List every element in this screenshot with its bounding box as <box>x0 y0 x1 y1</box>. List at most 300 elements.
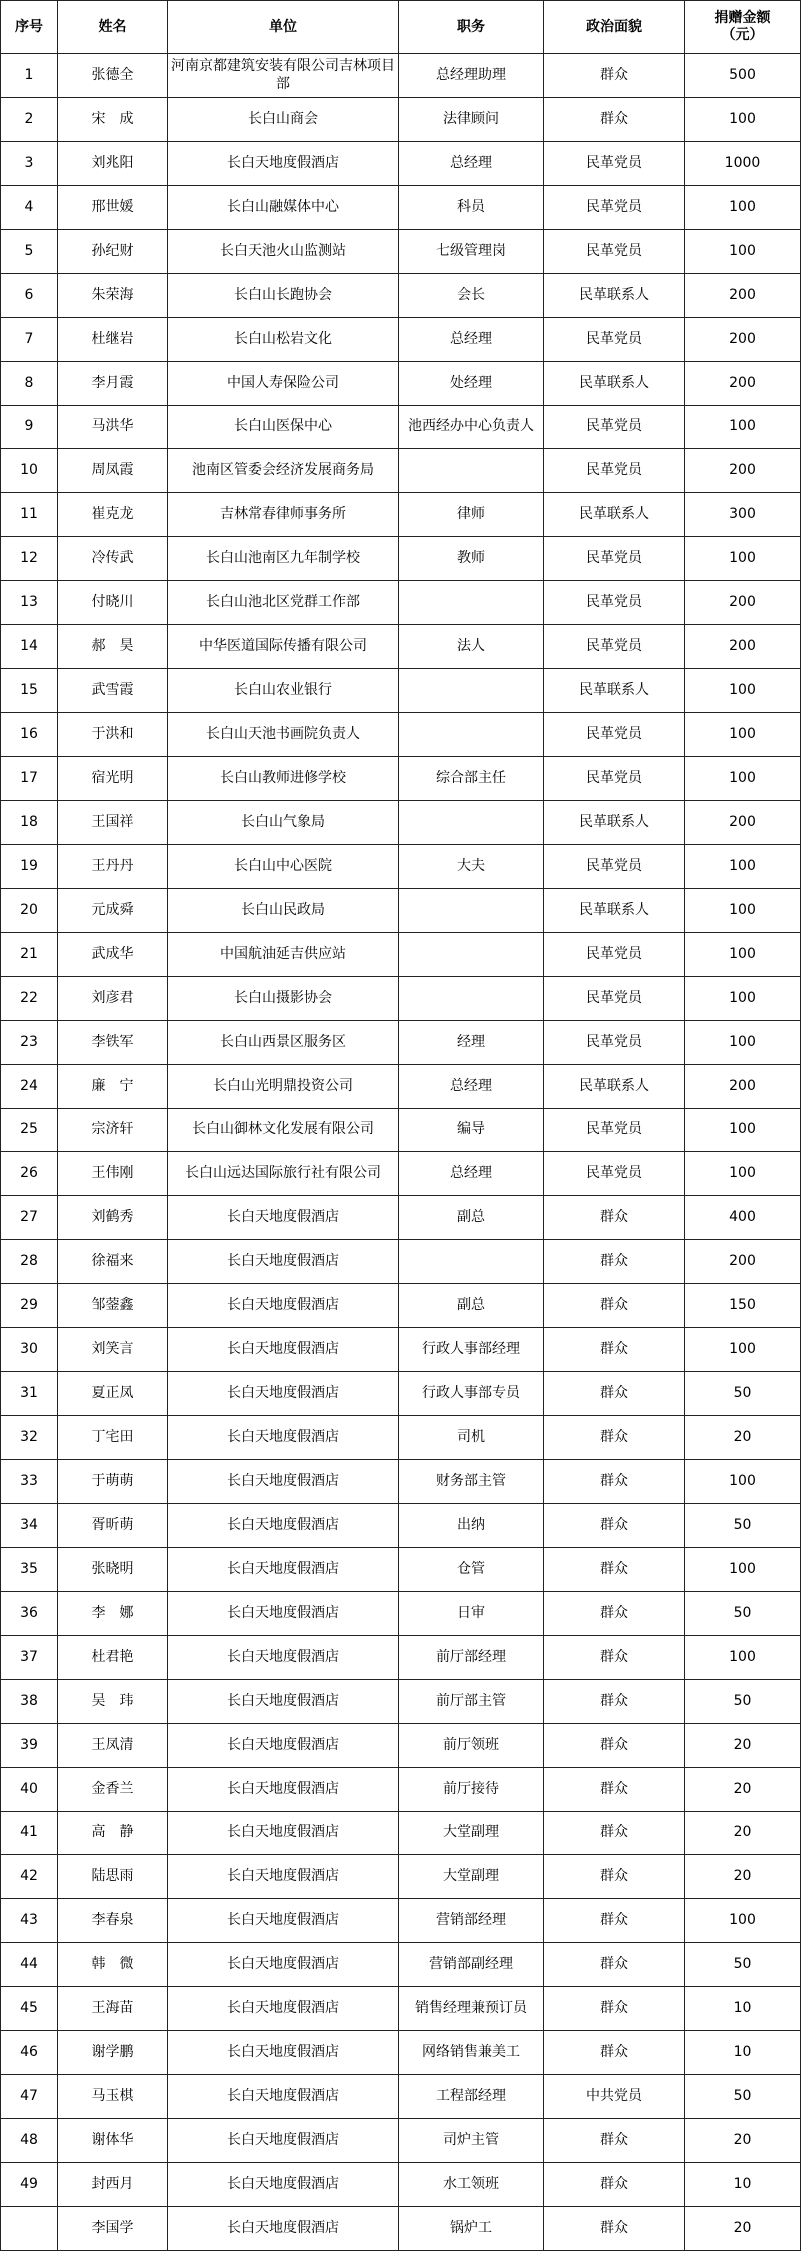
cell-organization: 长白天地度假酒店 <box>168 1943 399 1987</box>
table-row <box>1 2119 801 2163</box>
cell-name: 王国祥 <box>58 800 168 844</box>
cell-organization: 长白山农业银行 <box>168 669 399 713</box>
cell-name: 陆思雨 <box>58 1855 168 1899</box>
cell-position <box>399 449 544 493</box>
cell-index: 46 <box>1 2031 58 2075</box>
cell-name: 孙纪财 <box>58 229 168 273</box>
cell-index: 9 <box>1 405 58 449</box>
cell-political-status: 群众 <box>544 1987 685 2031</box>
cell-name: 高 静 <box>58 1811 168 1855</box>
cell-index: 1 <box>1 54 58 98</box>
table-row <box>1 1328 801 1372</box>
cell-political-status: 民革党员 <box>544 757 685 801</box>
cell-amount: 200 <box>685 273 801 317</box>
cell-organization: 长白天地度假酒店 <box>168 1679 399 1723</box>
cell-index: 15 <box>1 669 58 713</box>
cell-name: 王海苗 <box>58 1987 168 2031</box>
cell-organization: 长白山商会 <box>168 97 399 141</box>
cell-organization: 长白天地度假酒店 <box>168 1635 399 1679</box>
cell-index: 12 <box>1 537 58 581</box>
cell-organization: 长白天地度假酒店 <box>168 1987 399 2031</box>
cell-political-status: 群众 <box>544 54 685 98</box>
cell-organization: 长白山光明鼎投资公司 <box>168 1064 399 1108</box>
cell-position: 七级管理岗 <box>399 229 544 273</box>
cell-name: 胥昕萌 <box>58 1503 168 1547</box>
cell-organization: 中华医道国际传播有限公司 <box>168 625 399 669</box>
table-row <box>1 844 801 888</box>
cell-organization: 长白天地度假酒店 <box>168 1372 399 1416</box>
cell-name: 封西月 <box>58 2163 168 2207</box>
cell-political-status: 民革党员 <box>544 976 685 1020</box>
cell-name: 武雪霞 <box>58 669 168 713</box>
cell-index: 22 <box>1 976 58 1020</box>
cell-organization: 吉林常春律师事务所 <box>168 493 399 537</box>
table-row <box>1 317 801 361</box>
cell-political-status: 民革联系人 <box>544 669 685 713</box>
cell-index: 5 <box>1 229 58 273</box>
cell-amount: 200 <box>685 581 801 625</box>
cell-political-status: 群众 <box>544 1416 685 1460</box>
cell-political-status: 民革党员 <box>544 844 685 888</box>
cell-index: 41 <box>1 1811 58 1855</box>
cell-name: 李国学 <box>58 2206 168 2250</box>
cell-amount: 50 <box>685 2075 801 2119</box>
cell-index: 24 <box>1 1064 58 1108</box>
cell-name: 郝 昊 <box>58 625 168 669</box>
cell-position: 司机 <box>399 1416 544 1460</box>
cell-amount: 300 <box>685 493 801 537</box>
cell-amount: 20 <box>685 2119 801 2163</box>
cell-name: 崔克龙 <box>58 493 168 537</box>
header-cell-position: 职务 <box>399 1 544 54</box>
cell-amount: 50 <box>685 1591 801 1635</box>
cell-index: 25 <box>1 1108 58 1152</box>
cell-index: 49 <box>1 2163 58 2207</box>
cell-name: 廉 宁 <box>58 1064 168 1108</box>
table-row <box>1 800 801 844</box>
cell-amount: 100 <box>685 229 801 273</box>
cell-political-status: 群众 <box>544 1503 685 1547</box>
cell-amount: 100 <box>685 1152 801 1196</box>
cell-index: 18 <box>1 800 58 844</box>
cell-name: 刘兆阳 <box>58 141 168 185</box>
cell-index: 13 <box>1 581 58 625</box>
cell-position: 法人 <box>399 625 544 669</box>
cell-organization: 中国人寿保险公司 <box>168 361 399 405</box>
cell-political-status: 中共党员 <box>544 2075 685 2119</box>
cell-organization: 长白天地度假酒店 <box>168 1240 399 1284</box>
table-row <box>1 1855 801 1899</box>
cell-index: 16 <box>1 713 58 757</box>
table-row <box>1 1020 801 1064</box>
cell-organization: 长白天地度假酒店 <box>168 1723 399 1767</box>
cell-political-status: 群众 <box>544 1284 685 1328</box>
cell-political-status: 民革党员 <box>544 1020 685 1064</box>
table-row <box>1 757 801 801</box>
cell-amount: 200 <box>685 449 801 493</box>
cell-position: 前厅部主管 <box>399 1679 544 1723</box>
cell-amount: 10 <box>685 2031 801 2075</box>
cell-political-status: 民革联系人 <box>544 888 685 932</box>
cell-name: 宋 成 <box>58 97 168 141</box>
table-row <box>1 1767 801 1811</box>
cell-index: 36 <box>1 1591 58 1635</box>
table-row <box>1 1635 801 1679</box>
cell-amount: 200 <box>685 1240 801 1284</box>
cell-position: 经理 <box>399 1020 544 1064</box>
cell-organization: 长白天地度假酒店 <box>168 1855 399 1899</box>
table-row <box>1 625 801 669</box>
cell-political-status: 民革党员 <box>544 449 685 493</box>
cell-name: 马玉棋 <box>58 2075 168 2119</box>
table-row <box>1 1899 801 1943</box>
table-row <box>1 2206 801 2250</box>
cell-index: 4 <box>1 185 58 229</box>
cell-political-status: 民革党员 <box>544 625 685 669</box>
cell-position: 司炉主管 <box>399 2119 544 2163</box>
cell-index: 7 <box>1 317 58 361</box>
cell-political-status: 群众 <box>544 1328 685 1372</box>
cell-amount: 100 <box>685 97 801 141</box>
cell-position: 副总 <box>399 1196 544 1240</box>
cell-name: 宗济轩 <box>58 1108 168 1152</box>
cell-index: 2 <box>1 97 58 141</box>
cell-organization: 长白天地度假酒店 <box>168 1460 399 1504</box>
cell-name: 李 娜 <box>58 1591 168 1635</box>
table-row <box>1 1679 801 1723</box>
cell-index: 14 <box>1 625 58 669</box>
cell-organization: 长白天地度假酒店 <box>168 1284 399 1328</box>
cell-name: 谢学鹏 <box>58 2031 168 2075</box>
header-cell-name: 姓名 <box>58 1 168 54</box>
cell-name: 邹蓥鑫 <box>58 1284 168 1328</box>
cell-organization: 长白山长跑协会 <box>168 273 399 317</box>
cell-name: 付晓川 <box>58 581 168 625</box>
cell-index: 11 <box>1 493 58 537</box>
cell-amount: 200 <box>685 625 801 669</box>
table-row <box>1 1064 801 1108</box>
cell-index: 17 <box>1 757 58 801</box>
cell-position: 总经理 <box>399 1064 544 1108</box>
cell-amount: 20 <box>685 1723 801 1767</box>
cell-position: 律师 <box>399 493 544 537</box>
cell-index: 37 <box>1 1635 58 1679</box>
cell-position: 池西经办中心负责人 <box>399 405 544 449</box>
cell-political-status: 民革党员 <box>544 1152 685 1196</box>
cell-political-status: 群众 <box>544 1899 685 1943</box>
cell-organization: 长白山摄影协会 <box>168 976 399 1020</box>
cell-name: 夏正凤 <box>58 1372 168 1416</box>
table-row <box>1 1547 801 1591</box>
cell-name: 邢世媛 <box>58 185 168 229</box>
cell-political-status: 民革党员 <box>544 229 685 273</box>
cell-organization: 长白天地度假酒店 <box>168 1767 399 1811</box>
cell-amount: 20 <box>685 1855 801 1899</box>
table-row <box>1 2031 801 2075</box>
header-row <box>1 1 801 54</box>
table-row <box>1 54 801 98</box>
table-row <box>1 1591 801 1635</box>
table-row <box>1 229 801 273</box>
cell-position: 科员 <box>399 185 544 229</box>
cell-organization: 长白天地度假酒店 <box>168 141 399 185</box>
cell-index: 34 <box>1 1503 58 1547</box>
cell-amount: 150 <box>685 1284 801 1328</box>
cell-organization: 长白天地度假酒店 <box>168 1328 399 1372</box>
cell-organization: 长白天地度假酒店 <box>168 1196 399 1240</box>
cell-organization: 长白山池南区九年制学校 <box>168 537 399 581</box>
table-row <box>1 361 801 405</box>
cell-organization: 长白山西景区服务区 <box>168 1020 399 1064</box>
cell-name: 王伟刚 <box>58 1152 168 1196</box>
cell-index: 42 <box>1 1855 58 1899</box>
cell-position <box>399 669 544 713</box>
cell-political-status: 民革党员 <box>544 141 685 185</box>
cell-amount: 100 <box>685 1108 801 1152</box>
cell-political-status: 群众 <box>544 2031 685 2075</box>
cell-position: 日审 <box>399 1591 544 1635</box>
cell-organization: 长白天地度假酒店 <box>168 1503 399 1547</box>
cell-organization: 中国航油延吉供应站 <box>168 932 399 976</box>
cell-amount: 100 <box>685 1460 801 1504</box>
cell-name: 金香兰 <box>58 1767 168 1811</box>
cell-position: 出纳 <box>399 1503 544 1547</box>
cell-name: 王凤清 <box>58 1723 168 1767</box>
cell-position: 工程部经理 <box>399 2075 544 2119</box>
cell-position: 大堂副理 <box>399 1811 544 1855</box>
cell-organization: 长白山医保中心 <box>168 405 399 449</box>
cell-political-status: 群众 <box>544 1372 685 1416</box>
cell-amount: 200 <box>685 361 801 405</box>
cell-amount: 100 <box>685 185 801 229</box>
table-row <box>1 273 801 317</box>
cell-name: 吴 玮 <box>58 1679 168 1723</box>
cell-position: 综合部主任 <box>399 757 544 801</box>
cell-index: 6 <box>1 273 58 317</box>
cell-name: 张德全 <box>58 54 168 98</box>
cell-position: 水工领班 <box>399 2163 544 2207</box>
cell-index: 31 <box>1 1372 58 1416</box>
cell-political-status: 群众 <box>544 2119 685 2163</box>
cell-index: 30 <box>1 1328 58 1372</box>
header-cell-organization: 单位 <box>168 1 399 54</box>
cell-index: 27 <box>1 1196 58 1240</box>
cell-political-status: 民革联系人 <box>544 1064 685 1108</box>
cell-index: 29 <box>1 1284 58 1328</box>
cell-name: 冷传武 <box>58 537 168 581</box>
cell-amount: 100 <box>685 757 801 801</box>
cell-political-status: 民革党员 <box>544 713 685 757</box>
cell-organization: 河南京都建筑安装有限公司吉林项目部 <box>168 54 399 98</box>
header-cell-political-status: 政治面貌 <box>544 1 685 54</box>
cell-index: 28 <box>1 1240 58 1284</box>
cell-index: 19 <box>1 844 58 888</box>
table-row <box>1 405 801 449</box>
cell-organization: 长白天池火山监测站 <box>168 229 399 273</box>
cell-name: 王丹丹 <box>58 844 168 888</box>
cell-name: 朱荣海 <box>58 273 168 317</box>
cell-organization: 长白天地度假酒店 <box>168 2163 399 2207</box>
cell-amount: 200 <box>685 1064 801 1108</box>
cell-name: 李月霞 <box>58 361 168 405</box>
cell-position: 前厅接待 <box>399 1767 544 1811</box>
cell-political-status: 民革党员 <box>544 932 685 976</box>
cell-political-status: 群众 <box>544 2206 685 2250</box>
cell-political-status: 民革党员 <box>544 317 685 361</box>
table-row <box>1 1460 801 1504</box>
cell-amount: 100 <box>685 537 801 581</box>
cell-index: 40 <box>1 1767 58 1811</box>
cell-position: 前厅领班 <box>399 1723 544 1767</box>
cell-amount: 10 <box>685 1987 801 2031</box>
cell-political-status: 群众 <box>544 1635 685 1679</box>
cell-political-status: 民革党员 <box>544 537 685 581</box>
table-row <box>1 1503 801 1547</box>
cell-position: 前厅部经理 <box>399 1635 544 1679</box>
cell-name: 于洪和 <box>58 713 168 757</box>
cell-index: 20 <box>1 888 58 932</box>
cell-position: 仓管 <box>399 1547 544 1591</box>
table-row <box>1 932 801 976</box>
cell-name: 于萌萌 <box>58 1460 168 1504</box>
cell-name: 刘鹤秀 <box>58 1196 168 1240</box>
cell-index: 32 <box>1 1416 58 1460</box>
cell-organization: 长白山民政局 <box>168 888 399 932</box>
cell-political-status: 民革党员 <box>544 581 685 625</box>
cell-name: 李铁军 <box>58 1020 168 1064</box>
cell-index: 47 <box>1 2075 58 2119</box>
cell-political-status: 群众 <box>544 1591 685 1635</box>
table-row <box>1 449 801 493</box>
cell-organization: 长白天地度假酒店 <box>168 1547 399 1591</box>
cell-amount: 100 <box>685 888 801 932</box>
cell-position <box>399 888 544 932</box>
table-header <box>1 1 801 54</box>
cell-political-status: 民革联系人 <box>544 273 685 317</box>
cell-amount: 100 <box>685 844 801 888</box>
cell-index: 38 <box>1 1679 58 1723</box>
cell-political-status: 群众 <box>544 2163 685 2207</box>
table-row <box>1 493 801 537</box>
cell-position: 教师 <box>399 537 544 581</box>
cell-index: 26 <box>1 1152 58 1196</box>
cell-position: 处经理 <box>399 361 544 405</box>
table-body <box>1 54 801 2251</box>
cell-political-status: 民革党员 <box>544 185 685 229</box>
cell-political-status: 群众 <box>544 1679 685 1723</box>
cell-amount: 20 <box>685 1416 801 1460</box>
table-row <box>1 1284 801 1328</box>
table-row <box>1 888 801 932</box>
cell-name: 丁宅田 <box>58 1416 168 1460</box>
table-row <box>1 1416 801 1460</box>
cell-amount: 100 <box>685 932 801 976</box>
cell-amount: 100 <box>685 1899 801 1943</box>
header-cell-amount: 捐赠金额 （元） <box>685 1 801 54</box>
header-cell-index: 序号 <box>1 1 58 54</box>
cell-amount: 200 <box>685 800 801 844</box>
cell-organization: 长白山教师进修学校 <box>168 757 399 801</box>
cell-political-status: 群众 <box>544 1723 685 1767</box>
cell-amount: 100 <box>685 405 801 449</box>
cell-organization: 长白天地度假酒店 <box>168 1416 399 1460</box>
cell-amount: 100 <box>685 976 801 1020</box>
cell-index: 3 <box>1 141 58 185</box>
cell-name: 元成舜 <box>58 888 168 932</box>
cell-amount: 400 <box>685 1196 801 1240</box>
cell-name: 马洪华 <box>58 405 168 449</box>
table-row <box>1 581 801 625</box>
table-row <box>1 2163 801 2207</box>
cell-position <box>399 713 544 757</box>
table-row <box>1 1811 801 1855</box>
cell-position <box>399 800 544 844</box>
cell-index: 35 <box>1 1547 58 1591</box>
cell-amount: 10 <box>685 2163 801 2207</box>
cell-position <box>399 932 544 976</box>
cell-political-status: 民革联系人 <box>544 800 685 844</box>
cell-position: 营销部经理 <box>399 1899 544 1943</box>
cell-position: 总经理 <box>399 317 544 361</box>
table-row <box>1 1196 801 1240</box>
cell-organization: 长白天地度假酒店 <box>168 1591 399 1635</box>
cell-organization: 长白天地度假酒店 <box>168 1811 399 1855</box>
cell-position: 法律顾问 <box>399 97 544 141</box>
table-row <box>1 97 801 141</box>
table-row <box>1 713 801 757</box>
cell-political-status: 群众 <box>544 1811 685 1855</box>
table-row <box>1 1240 801 1284</box>
cell-index: 8 <box>1 361 58 405</box>
cell-amount: 1000 <box>685 141 801 185</box>
cell-organization: 长白山池北区党群工作部 <box>168 581 399 625</box>
cell-name: 宿光明 <box>58 757 168 801</box>
cell-position: 销售经理兼预订员 <box>399 1987 544 2031</box>
cell-political-status: 民革党员 <box>544 405 685 449</box>
table-row <box>1 669 801 713</box>
cell-organization: 长白天地度假酒店 <box>168 2075 399 2119</box>
cell-name: 刘彦君 <box>58 976 168 1020</box>
cell-organization: 长白天地度假酒店 <box>168 2031 399 2075</box>
cell-index: 39 <box>1 1723 58 1767</box>
cell-amount: 100 <box>685 669 801 713</box>
cell-position: 财务部主管 <box>399 1460 544 1504</box>
cell-amount: 20 <box>685 2206 801 2250</box>
cell-organization: 长白天地度假酒店 <box>168 2119 399 2163</box>
cell-amount: 50 <box>685 1372 801 1416</box>
cell-organization: 长白山松岩文化 <box>168 317 399 361</box>
cell-amount: 50 <box>685 1679 801 1723</box>
table-row <box>1 1108 801 1152</box>
cell-index: 43 <box>1 1899 58 1943</box>
cell-index: 10 <box>1 449 58 493</box>
cell-name: 徐福来 <box>58 1240 168 1284</box>
cell-amount: 100 <box>685 713 801 757</box>
cell-index: 48 <box>1 2119 58 2163</box>
cell-position: 编导 <box>399 1108 544 1152</box>
cell-index <box>1 2206 58 2250</box>
cell-political-status: 民革联系人 <box>544 493 685 537</box>
cell-amount: 20 <box>685 1811 801 1855</box>
cell-position <box>399 581 544 625</box>
cell-position <box>399 976 544 1020</box>
cell-position: 大夫 <box>399 844 544 888</box>
table-row <box>1 976 801 1020</box>
cell-amount: 200 <box>685 317 801 361</box>
cell-name: 谢体华 <box>58 2119 168 2163</box>
cell-political-status: 群众 <box>544 1767 685 1811</box>
cell-index: 45 <box>1 1987 58 2031</box>
